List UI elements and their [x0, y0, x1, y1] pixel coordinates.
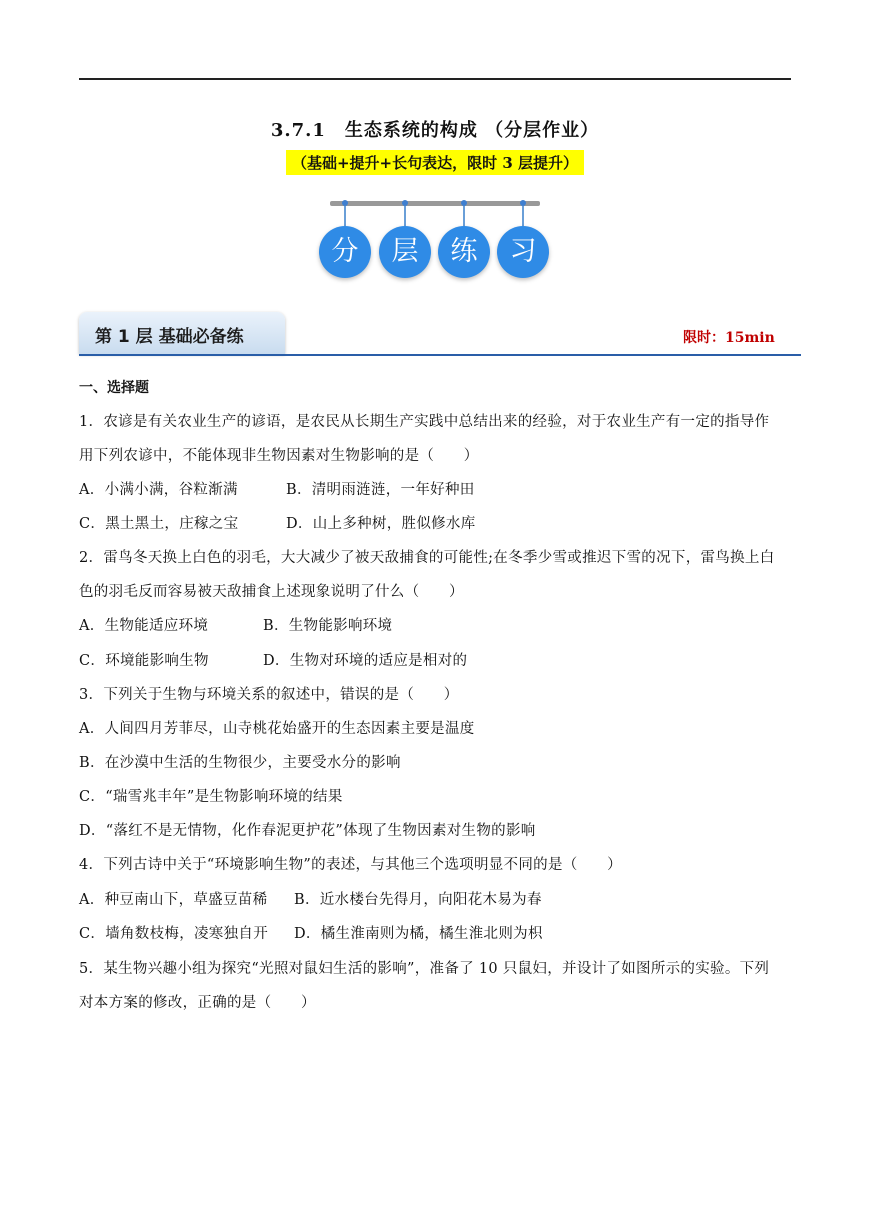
section-tab-label: 第 1 层 基础必备练	[95, 327, 244, 347]
question-3-option-a[interactable]: A．人间四月芳菲尽，山寺桃花始盛开的生态因素主要是温度	[79, 721, 475, 737]
question-1-option-a[interactable]: A．小满小满，谷粒渐满	[79, 482, 238, 498]
question-1-stem-cont: 用下列农谚中，不能体现非生物因素对生物影响的是（ ）	[79, 448, 479, 464]
question-2-option-c[interactable]: C．环境能影响生物	[79, 653, 209, 669]
section-underline	[79, 354, 801, 356]
section-tab	[79, 312, 285, 354]
question-2-option-a[interactable]: A．生物能适应环境	[79, 618, 209, 634]
question-4-stem: 4．下列古诗中关于“环境影响生物”的表述，与其他三个选项明显不同的是（ ）	[79, 857, 622, 873]
question-3-stem: 3．下列关于生物与环境关系的叙述中，错误的是（ ）	[79, 687, 459, 703]
logo-stick	[344, 204, 346, 226]
question-1-option-b[interactable]: B．清明雨涟涟，一年好种田	[286, 482, 475, 498]
logo-dot	[520, 200, 526, 206]
question-3-option-b[interactable]: B．在沙漠中生活的生物很少，主要受水分的影响	[79, 755, 401, 771]
time-limit: 限时：15min	[683, 330, 775, 346]
logo-char-xi: 习	[497, 226, 549, 278]
page-subtitle: （基础+提升+长句表达，限时 3 层提升）	[286, 150, 584, 175]
subtitle-container	[0, 150, 870, 175]
question-2-stem: 2．雷鸟冬天换上白色的羽毛，大大减少了被天敌捕食的可能性;在冬季少雪或推迟下雪的况下，雷鸟换上白	[79, 550, 775, 566]
logo-char-fen: 分	[319, 226, 371, 278]
question-2-stem-cont: 色的羽毛反而容易被天敌捕食上述现象说明了什么（ ）	[79, 584, 464, 600]
logo-bar	[330, 201, 540, 206]
logo-char-ceng: 层	[379, 226, 431, 278]
logo-stick	[522, 204, 524, 226]
logo-dot	[461, 200, 467, 206]
practice-logo	[316, 196, 556, 286]
header-rule	[79, 78, 791, 80]
page-title: 3.7.1 生态系统的构成 （分层作业）	[270, 120, 600, 141]
question-4-option-c[interactable]: C．墙角数枝梅，凌寒独自开	[79, 926, 268, 942]
logo-stick	[463, 204, 465, 226]
question-4-option-b[interactable]: B．近水楼台先得月，向阳花木易为春	[294, 892, 542, 908]
question-2-option-d[interactable]: D．生物对环境的适应是相对的	[263, 653, 468, 669]
question-1-option-c[interactable]: C．黑土黑土，庄稼之宝	[79, 516, 239, 532]
question-3-option-c[interactable]: C．“瑞雪兆丰年”是生物影响环境的结果	[79, 789, 343, 805]
question-5-stem: 5．某生物兴趣小组为探究“光照对鼠妇生活的影响”，准备了 10 只鼠妇，并设计了如图所示的实验。下列	[79, 961, 770, 977]
logo-char-lian: 练	[438, 226, 490, 278]
logo-dot	[342, 200, 348, 206]
question-1-option-d[interactable]: D．山上多种树，胜似修水库	[286, 516, 476, 532]
section-heading: 一、选择题	[79, 380, 149, 396]
question-4-option-a[interactable]: A．种豆南山下，草盛豆苗稀	[79, 892, 268, 908]
question-4-option-d[interactable]: D．橘生淮南则为橘，橘生淮北则为枳	[294, 926, 543, 942]
question-5-stem-cont: 对本方案的修改，正确的是（ ）	[79, 995, 316, 1011]
question-2-option-b[interactable]: B．生物能影响环境	[263, 618, 393, 634]
logo-dot	[402, 200, 408, 206]
logo-stick	[404, 204, 406, 226]
question-1-stem: 1．农谚是有关农业生产的谚语，是农民从长期生产实践中总结出来的经验，对于农业生产有一定的指导作	[79, 414, 770, 430]
question-3-option-d[interactable]: D．“落红不是无情物，化作春泥更护花”体现了生物因素对生物的影响	[79, 823, 536, 839]
